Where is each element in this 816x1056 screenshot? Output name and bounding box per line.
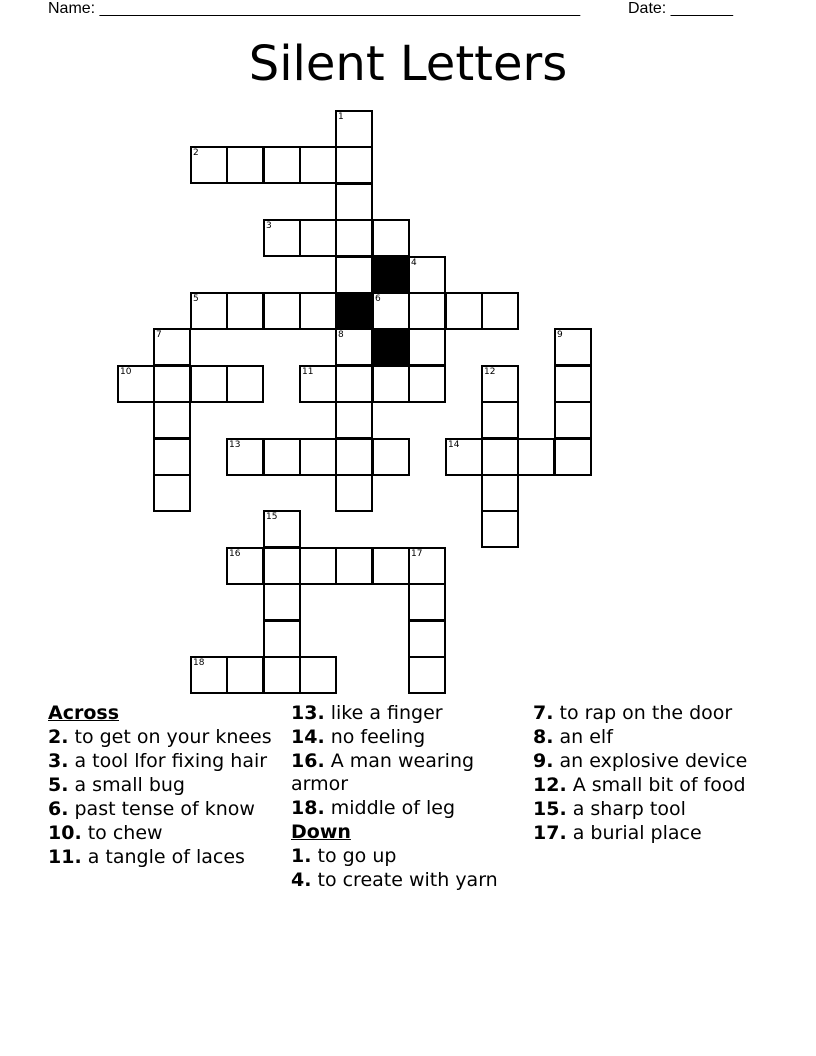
answer-cell[interactable]	[481, 474, 519, 512]
blocked-cell	[372, 256, 410, 294]
clue-across-13	[291, 702, 516, 725]
clue-number: 10.	[48, 822, 82, 844]
cell-number: 13	[229, 440, 241, 450]
puzzle-title: Silent Letters	[248, 36, 568, 92]
clue-down-17	[533, 822, 763, 845]
answer-cell[interactable]	[153, 328, 191, 366]
clue-down-12	[533, 774, 763, 797]
clue-text: a sharp tool	[572, 798, 686, 820]
answer-cell[interactable]	[481, 510, 519, 548]
clue-number: 15.	[533, 798, 567, 820]
answer-cell[interactable]	[153, 438, 191, 476]
clue-down-1	[291, 845, 516, 868]
clue-text: past tense of know	[74, 798, 255, 820]
answer-cell[interactable]	[335, 256, 373, 294]
clue-number: 4.	[291, 869, 312, 891]
clue-number: 9.	[533, 750, 554, 772]
answer-cell[interactable]	[372, 219, 410, 257]
clue-text: to rap on the door	[559, 702, 733, 724]
answer-cell[interactable]	[190, 656, 228, 694]
answer-cell[interactable]	[372, 438, 410, 476]
answer-cell[interactable]	[299, 146, 337, 184]
answer-cell[interactable]	[299, 365, 337, 403]
clue-text: an explosive device	[559, 750, 748, 772]
clue-number: 2.	[48, 726, 69, 748]
clue-number: 16.	[291, 750, 325, 772]
clue-number: 14.	[291, 726, 325, 748]
clue-across-2	[48, 726, 273, 749]
answer-cell[interactable]	[226, 365, 264, 403]
cell-number: 1	[338, 112, 344, 122]
answer-cell[interactable]	[226, 656, 264, 694]
answer-cell[interactable]	[263, 620, 301, 658]
answer-cell[interactable]	[335, 219, 373, 257]
date-line: Date: _______	[628, 0, 733, 17]
answer-cell[interactable]	[299, 292, 337, 330]
answer-cell[interactable]	[481, 292, 519, 330]
clue-text: to get on your knees	[74, 726, 272, 748]
cell-number: 10	[120, 367, 132, 377]
answer-cell[interactable]	[372, 365, 410, 403]
answer-cell[interactable]	[481, 401, 519, 439]
clue-number: 5.	[48, 774, 69, 796]
down-heading: Down	[291, 821, 351, 843]
clue-number: 3.	[48, 750, 69, 772]
cell-number: 16	[229, 549, 241, 559]
clue-across-14	[291, 726, 516, 749]
clue-across-6	[48, 798, 273, 821]
clue-column-2	[291, 702, 516, 893]
answer-cell[interactable]	[263, 583, 301, 621]
answer-cell[interactable]	[517, 438, 555, 476]
clue-text: a tool lfor fixing hair	[74, 750, 268, 772]
blocked-cell	[335, 292, 373, 330]
clue-across-16	[291, 750, 516, 796]
clue-across-11	[48, 846, 273, 869]
clue-across-10	[48, 822, 273, 845]
clue-number: 13.	[291, 702, 325, 724]
answer-cell[interactable]	[372, 547, 410, 585]
blocked-cell	[372, 328, 410, 366]
answer-cell[interactable]	[226, 438, 264, 476]
cell-number: 17	[411, 549, 423, 559]
clue-text: to chew	[87, 822, 163, 844]
answer-cell[interactable]	[408, 365, 446, 403]
cell-number: 4	[411, 258, 417, 268]
clue-across-3	[48, 750, 273, 773]
clue-number: 7.	[533, 702, 554, 724]
answer-cell[interactable]	[554, 328, 592, 366]
cell-number: 9	[557, 330, 563, 340]
clue-text: a small bug	[74, 774, 185, 796]
answer-cell[interactable]	[408, 620, 446, 658]
answer-cell[interactable]	[408, 328, 446, 366]
cell-number: 18	[193, 658, 205, 668]
clue-text: a tangle of laces	[87, 846, 245, 868]
clue-number: 12.	[533, 774, 567, 796]
answer-cell[interactable]	[263, 292, 301, 330]
cell-number: 2	[193, 148, 199, 158]
answer-cell[interactable]	[335, 146, 373, 184]
answer-cell[interactable]	[153, 474, 191, 512]
cell-number: 7	[156, 330, 162, 340]
clue-number: 8.	[533, 726, 554, 748]
answer-cell[interactable]	[226, 547, 264, 585]
clue-text: a burial place	[572, 822, 702, 844]
clue-down-9	[533, 750, 763, 773]
cell-number: 5	[193, 294, 199, 304]
answer-cell[interactable]	[263, 547, 301, 585]
clue-across-5	[48, 774, 273, 797]
answer-cell[interactable]	[299, 547, 337, 585]
answer-cell[interactable]	[408, 547, 446, 585]
answer-cell[interactable]	[335, 183, 373, 221]
answer-cell[interactable]	[263, 146, 301, 184]
answer-cell[interactable]	[190, 146, 228, 184]
answer-cell[interactable]	[299, 656, 337, 694]
answer-cell[interactable]	[335, 365, 373, 403]
clue-number: 6.	[48, 798, 69, 820]
answer-cell[interactable]	[481, 438, 519, 476]
clue-column-1	[48, 702, 273, 870]
clue-number: 1.	[291, 845, 312, 867]
cell-number: 12	[484, 367, 496, 377]
clue-text: A small bit of food	[572, 774, 746, 796]
answer-cell[interactable]	[226, 292, 264, 330]
answer-cell[interactable]	[299, 438, 337, 476]
answer-cell[interactable]	[335, 110, 373, 148]
cell-number: 15	[266, 512, 278, 522]
clue-text: no feeling	[330, 726, 426, 748]
answer-cell[interactable]	[335, 328, 373, 366]
clue-text: like a finger	[330, 702, 443, 724]
clue-text: to create with yarn	[317, 869, 498, 891]
clue-number: 17.	[533, 822, 567, 844]
answer-cell[interactable]	[408, 256, 446, 294]
answer-cell[interactable]	[335, 474, 373, 512]
clue-down-8	[533, 726, 763, 749]
answer-cell[interactable]	[445, 438, 483, 476]
answer-cell[interactable]	[408, 583, 446, 621]
answer-cell[interactable]	[445, 292, 483, 330]
answer-cell[interactable]	[554, 365, 592, 403]
answer-cell[interactable]	[335, 547, 373, 585]
clue-across-18	[291, 797, 516, 820]
across-heading: Across	[48, 702, 120, 724]
clue-down-4	[291, 869, 516, 892]
answer-cell[interactable]	[153, 365, 191, 403]
answer-cell[interactable]	[190, 365, 228, 403]
clue-down-7	[533, 702, 763, 725]
name-line: Name: ______________________________________________________	[48, 0, 581, 17]
cell-number: 11	[302, 367, 314, 377]
clue-down-15	[533, 798, 763, 821]
clue-text: A man wearing armor	[291, 750, 475, 795]
cell-number: 14	[448, 440, 460, 450]
cell-number: 6	[375, 294, 381, 304]
answer-cell[interactable]	[299, 219, 337, 257]
answer-cell[interactable]	[554, 438, 592, 476]
clue-number: 11.	[48, 846, 82, 868]
answer-cell[interactable]	[335, 438, 373, 476]
clue-number: 18.	[291, 797, 325, 819]
answer-cell[interactable]	[153, 401, 191, 439]
answer-cell[interactable]	[554, 401, 592, 439]
answer-cell[interactable]	[263, 656, 301, 694]
answer-cell[interactable]	[263, 219, 301, 257]
answer-cell[interactable]	[372, 292, 410, 330]
answer-cell[interactable]	[481, 365, 519, 403]
answer-cell[interactable]	[408, 656, 446, 694]
answer-cell[interactable]	[190, 292, 228, 330]
answer-cell[interactable]	[408, 292, 446, 330]
cell-number: 8	[338, 330, 344, 340]
answer-cell[interactable]	[226, 146, 264, 184]
answer-cell[interactable]	[335, 401, 373, 439]
clue-column-3	[533, 702, 763, 846]
cell-number: 3	[266, 221, 272, 231]
answer-cell[interactable]	[263, 510, 301, 548]
answer-cell[interactable]	[117, 365, 155, 403]
clue-text: middle of leg	[330, 797, 456, 819]
answer-cell[interactable]	[263, 438, 301, 476]
clue-text: to go up	[317, 845, 397, 867]
clue-text: an elf	[559, 726, 613, 748]
